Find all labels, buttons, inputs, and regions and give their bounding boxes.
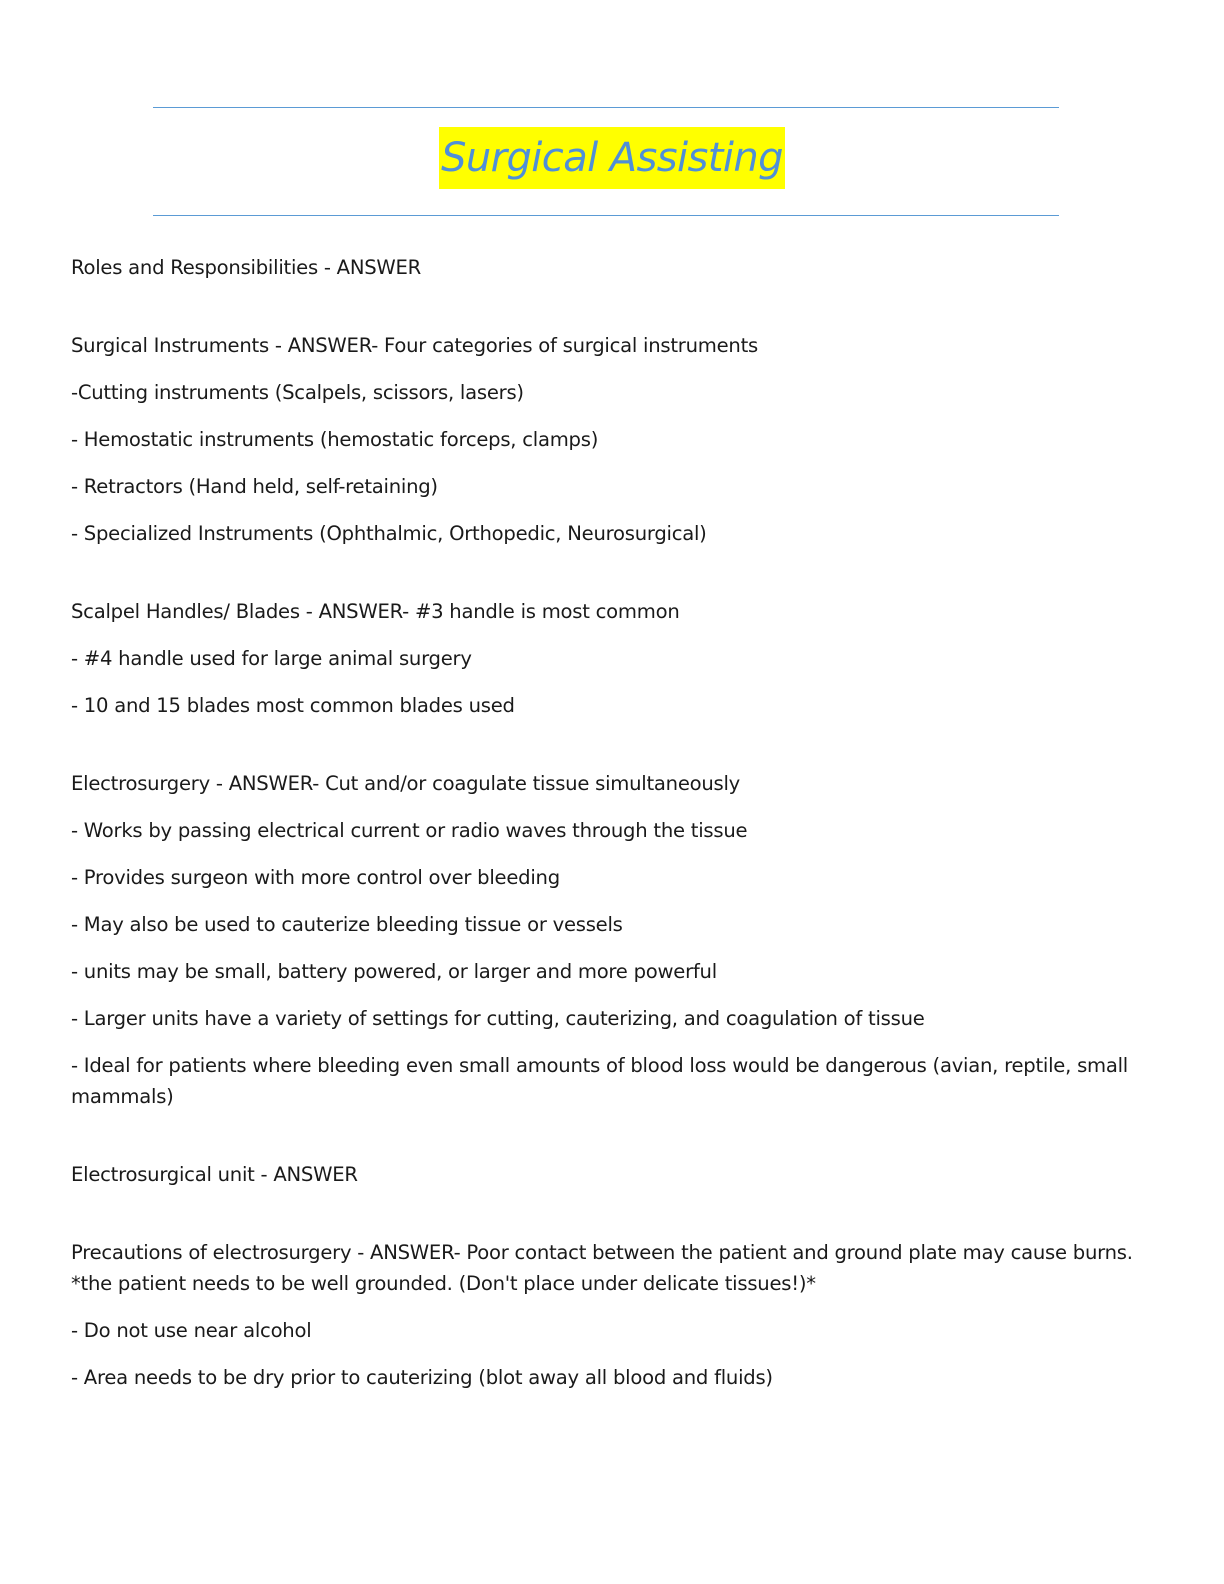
document-title: Surgical Assisting xyxy=(439,127,785,189)
title-rule-top xyxy=(153,107,1059,108)
list-item: - Retractors (Hand held, self-retaining) xyxy=(71,475,438,498)
list-item: - Do not use near alcohol xyxy=(71,1319,312,1342)
section-heading: Scalpel Handles/ Blades - ANSWER- #3 handle is most common xyxy=(71,600,680,623)
list-item: - Area needs to be dry prior to cauterizing (blot away all blood and fluids) xyxy=(71,1366,773,1389)
section-heading: Electrosurgery - ANSWER- Cut and/or coagulate tissue simultaneously xyxy=(71,772,741,795)
list-item: - Specialized Instruments (Ophthalmic, Orthopedic, Neurosurgical) xyxy=(71,522,707,545)
title-rule-bottom xyxy=(153,215,1059,216)
list-item: - 10 and 15 blades most common blades used xyxy=(71,694,515,717)
document-body xyxy=(71,252,1151,1409)
list-item: - units may be small, battery powered, or larger and more powerful xyxy=(71,960,717,983)
section-electrosurgical-unit xyxy=(71,1159,1151,1190)
section-heading: Surgical Instruments - ANSWER- Four categories of surgical instruments xyxy=(71,334,758,357)
section-roles xyxy=(71,252,1151,283)
list-item: - Provides surgeon with more control over bleeding xyxy=(71,866,560,889)
section-heading: Roles and Responsibilities - ANSWER xyxy=(71,256,422,279)
section-precautions xyxy=(71,1237,1151,1393)
section-heading: Precautions of electrosurgery - ANSWER- Poor contact between the patient and ground plate may cause burns. *the patient needs to be well grounded. (Don't place under delicate tissues!)* xyxy=(71,1241,1133,1295)
list-item: - May also be used to cauterize bleeding tissue or vessels xyxy=(71,913,623,936)
section-electrosurgery xyxy=(71,768,1151,1112)
list-item: -Cutting instruments (Scalpels, scissors, lasers) xyxy=(71,381,524,404)
section-surgical-instruments xyxy=(71,330,1151,549)
list-item: - #4 handle used for large animal surgery xyxy=(71,647,472,670)
title-container xyxy=(0,127,1224,189)
list-item: - Works by passing electrical current or radio waves through the tissue xyxy=(71,819,748,842)
list-item: - Larger units have a variety of settings for cutting, cauterizing, and coagulation of tissue xyxy=(71,1007,925,1030)
section-scalpel xyxy=(71,596,1151,721)
list-item: - Hemostatic instruments (hemostatic forceps, clamps) xyxy=(71,428,599,451)
list-item: - Ideal for patients where bleeding even small amounts of blood loss would be dangerous (avian, reptile, small mammals) xyxy=(71,1054,1129,1108)
section-heading: Electrosurgical unit - ANSWER xyxy=(71,1163,358,1186)
